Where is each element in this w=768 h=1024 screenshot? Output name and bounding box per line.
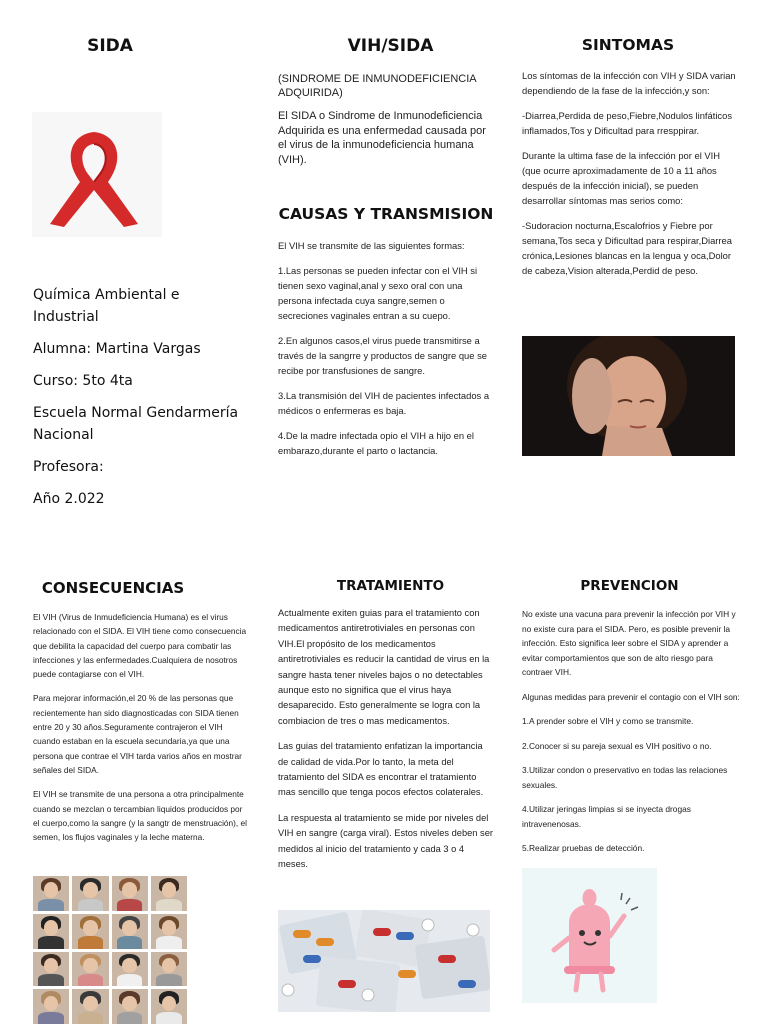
woman-headache-icon — [522, 336, 735, 456]
student-info — [33, 284, 248, 520]
consequences-paragraph: Para mejorar información,el 20 % de las personas que recientemente han sido diagnosticadas con SIDA tienen entre 20 y 30 años.Seguramente contrajeron el VIH cuando estaban en la escuela secundaria,ya que una persona que contrae el VIH tarda varios años en mostrar señales del SIDA. — [33, 693, 242, 775]
cause-item: 4.De la madre infectada opio el VIH a hijo en el embarazo,durante el parto o lactancia. — [278, 430, 474, 456]
symptoms-paragraph: Los síntomas de la infección con VIH y SIDA varian dependiendo de la fase de la infección,y son: — [522, 70, 736, 96]
symptoms-paragraph: Durante la ultima fase de la infección por el VIH (que ocurre aproximadamente de 10 a 11 años después de la infección inicial), se pueden desarrollar síntomas mas serios como: — [522, 150, 721, 206]
year-text: Año 2.022 — [33, 491, 105, 507]
subtitle-text: (SINDROME DE INMUNODEFICIENCIA ADQUIRIDA) — [278, 73, 477, 99]
causes-list — [278, 238, 493, 468]
treatment-paragraph: La respuesta al tratamiento se mide por niveles del VIH en sangre (carga viral). Estos niveles deben ser medidos al inicio del tratamiento y cada 3 o 4 meses. — [278, 812, 493, 870]
causes-title: CAUSAS Y TRANSMISION — [278, 205, 494, 223]
prevention-item: 2.Conocer si su pareja sexual es VIH positivo o no. — [522, 740, 712, 751]
title-sida: SIDA — [87, 36, 133, 56]
prevention-paragraph: Algunas medidas para prevenir el contagio con el VIH son: — [522, 691, 740, 702]
title-sintomas: SINTOMAS — [581, 36, 675, 54]
title-tratamiento: TRATAMIENTO — [336, 578, 445, 594]
pills-icon — [278, 910, 490, 1012]
cause-item: 2.En algunos casos,el virus puede transmitirse a través de la sangrre y productos de sangre que se recibe por transfusiones de sangre. — [278, 335, 487, 376]
condom-cartoon-image — [522, 868, 657, 1003]
sick-people-photo-grid — [33, 876, 187, 1024]
title-prevencion: PREVENCION — [580, 578, 679, 594]
causes-intro: El VIH se transmite de las siguientes formas: — [278, 240, 465, 251]
consequences-text — [33, 610, 249, 854]
title-vih-sida: VIH/SIDA — [347, 36, 434, 56]
condom-cartoon-icon — [522, 868, 657, 1003]
teacher-text: Profesora: — [33, 459, 104, 475]
title-consecuencias: CONSECUENCIAS — [41, 579, 185, 597]
school-text: Escuela Normal Gendarmería Nacional — [33, 405, 239, 443]
cause-item: 3.La transmisión del VIH de pacientes infectados a médicos o enfermeras es baja. — [278, 390, 490, 416]
pills-photo — [278, 910, 490, 1012]
treatment-text — [278, 606, 493, 883]
prevention-item: 3.Utilizar condon o preservativo en todas las relaciones sexuales. — [522, 765, 728, 790]
consequences-paragraph: El VIH (Virus de Inmudeficiencia Humana) es el virus relacionado con el SIDA. El VIH tiene como consecuencia que debilita la capacidad del cuerpo para combatir las infecciones y las enfermedades.Cualquiera de nosotros puede contagiarse con el VIH. — [33, 612, 247, 680]
prevention-item: 4.Utilizar jeringas limpias si se inyecta drogas intravenenosas. — [522, 804, 691, 829]
prevention-item: 5.Realizar pruebas de detección. — [522, 843, 645, 853]
prevention-item: 1.A prender sobre el VIH y como se transmite. — [522, 716, 694, 726]
symptoms-paragraph: -Diarrea,Perdida de peso,Fiebre,Nodulos linfáticos inflamados,Tos y Dificultad para rresppirar. — [522, 110, 733, 136]
treatment-paragraph: Actualmente exiten guias para el tratamiento con medicamentos antiretrotiviales en personas con VIH.El propósito de los medicamentos antiretrotiviales es reducir la cantidad de virus en la sangre hasta tener niveles bajos o no detectables aunque esto no significa que el virus haya desaparecido. Esto generalmente se logra con la combiacion de tres o mas medicamentos. — [278, 608, 490, 726]
prevention-text — [522, 607, 740, 866]
red-ribbon-icon — [32, 112, 162, 237]
student-text: Alumna: Martina Vargas — [33, 341, 201, 357]
subject-text: Química Ambiental e Industrial — [33, 287, 180, 325]
symptoms-text — [522, 68, 737, 288]
consequences-paragraph: El VIH se transmite de una persona a otra principalmente cuando se mezclan o tercambian liquidos producidos por el cuerpo,como la sangre (y la sangtr de menstruación), el semen, los flujos vaginales y la leche materna. — [33, 789, 247, 843]
red-ribbon-image — [32, 112, 162, 237]
course-text: Curso: 5to 4ta — [33, 373, 133, 389]
intro-text: El SIDA o Sindrome de Inmunodeficiencia Adquirida es una enfermedad causada por el virus de la inmunodeficiencia humana (VIH). — [278, 110, 486, 166]
headache-woman-photo — [522, 336, 735, 456]
symptoms-paragraph: -Sudoracion nocturna,Escalofrios y Fiebre por semana,Tos seca y Dificultad para respirar,Diarrea crónica,Lesiones blancas en la lengua y oca,Dolor de cabeza,Vision alterada,Perdid de peso. — [522, 220, 732, 276]
cause-item: 1.Las personas se pueden infectar con el VIH si tienen sexo vaginal,anal y sexo oral con una persona infectada cuya sangre,semen o secreciones vaginales entran a su cuepo. — [278, 265, 478, 321]
prevention-paragraph: No existe una vacuna para prevenir la infección por VIH y no existe cura para el SIDA. Pero, es posible prevenir la infección. Esto significa leer sobre el SIDA y aprender a evitar comportamientos que son de alto riesgo para contraer VIH. — [522, 609, 736, 677]
treatment-paragraph: Las guias del tratamiento enfatizan la importancia de calidad de vida.Por lo tanto, la meta del tratamiento del SIDA es encontrar el tratamiento mas sencillo que tenga pocos efectos colaterales. — [278, 741, 484, 798]
